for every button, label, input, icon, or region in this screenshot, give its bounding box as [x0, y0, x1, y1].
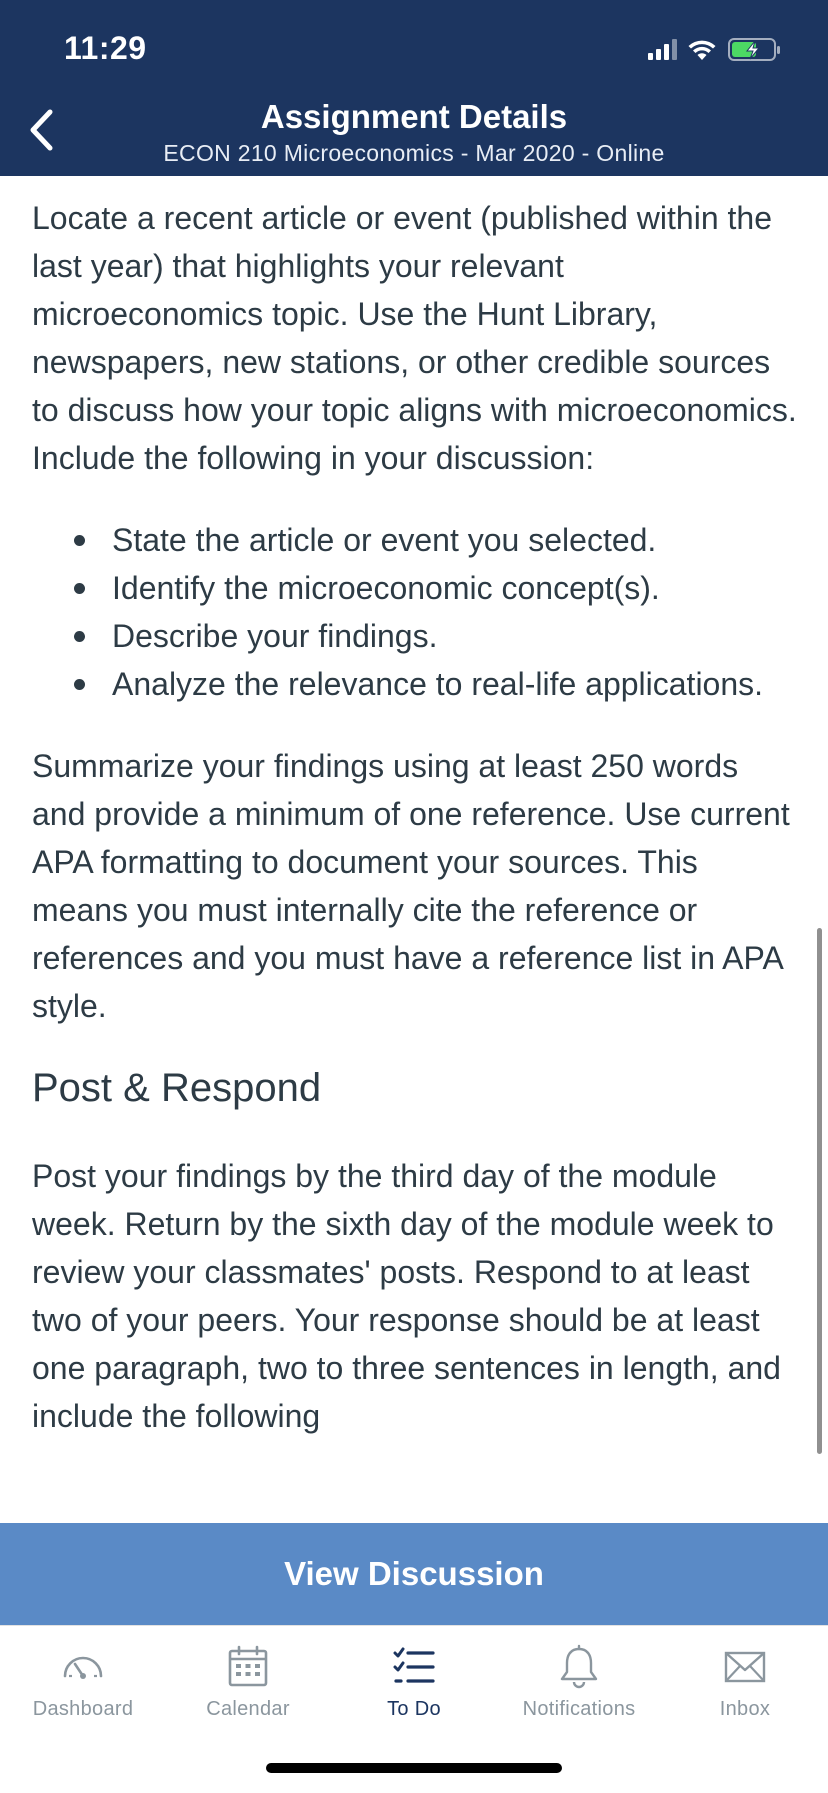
- assignment-content[interactable]: [0, 176, 828, 1523]
- tab-label: Notifications: [522, 1698, 636, 1720]
- tab-label: Dashboard: [32, 1698, 134, 1720]
- app-header: [0, 0, 828, 176]
- envelope-icon: [722, 1644, 768, 1690]
- requirements-list: [32, 516, 800, 708]
- cellular-signal-icon: [648, 39, 677, 60]
- course-subtitle: ECON 210 Microeconomics - Mar 2020 - Online: [163, 140, 665, 166]
- battery-icon: [729, 39, 780, 60]
- intro-paragraph: Locate a recent article or event (published within the last year) that highlights your relevant microeconomics topic. Use the Hunt Library, newspapers, new stations, or other credible sources to discuss how your topic aligns with microeconomics. Include the following in your discussion:: [32, 200, 797, 476]
- assignment-description: [32, 194, 800, 1474]
- checklist-icon: [391, 1644, 437, 1690]
- bullet-icon: [74, 583, 85, 594]
- wifi-icon: [689, 41, 716, 60]
- list-item: [112, 564, 800, 612]
- post-paragraph: Post your findings by the third day of the module week. Return by the sixth day of the module week to review your classmates' posts. Respond to at least two of your peers. Your response should be at least one paragraph, two to three sentences in length, and include the following: [32, 1158, 781, 1434]
- status-icons: [644, 34, 794, 64]
- status-time: 11:29: [64, 30, 147, 66]
- list-item: [112, 660, 800, 708]
- bullet-icon: [74, 535, 85, 546]
- list-item-text: Identify the microeconomic concept(s).: [112, 570, 660, 606]
- tab-todo[interactable]: [331, 1626, 497, 1736]
- calendar-icon: [225, 1644, 271, 1690]
- list-item-text: Describe your findings.: [112, 618, 438, 654]
- view-discussion-button[interactable]: View Discussion: [0, 1523, 828, 1625]
- list-item: [112, 516, 800, 564]
- bullet-icon: [74, 631, 85, 642]
- speedometer-icon: [60, 1644, 106, 1690]
- tab-notifications[interactable]: [496, 1626, 662, 1736]
- tab-label: To Do: [387, 1698, 441, 1720]
- tab-inbox[interactable]: [662, 1626, 828, 1736]
- list-item: [112, 612, 800, 660]
- summary-paragraph: Summarize your findings using at least 250 words and provide a minimum of one reference. Use current APA formatting to document your sources. This means you must internally cite the reference or references and you must have a reference list in APA style.: [32, 748, 790, 1024]
- list-item-text: Analyze the relevance to real-life applications.: [112, 666, 764, 702]
- bullet-icon: [74, 679, 85, 690]
- page-title: Assignment Details: [260, 98, 568, 135]
- scrollbar[interactable]: [817, 928, 822, 1454]
- bell-icon: [556, 1644, 602, 1690]
- home-indicator: [266, 1763, 562, 1773]
- tab-label: Inbox: [719, 1698, 771, 1720]
- tab-label: Calendar: [206, 1698, 290, 1720]
- tab-calendar[interactable]: [165, 1626, 331, 1736]
- section-heading: Post & Respond: [32, 1066, 322, 1110]
- list-item-text: State the article or event you selected.: [112, 522, 657, 558]
- tab-dashboard[interactable]: [0, 1626, 166, 1736]
